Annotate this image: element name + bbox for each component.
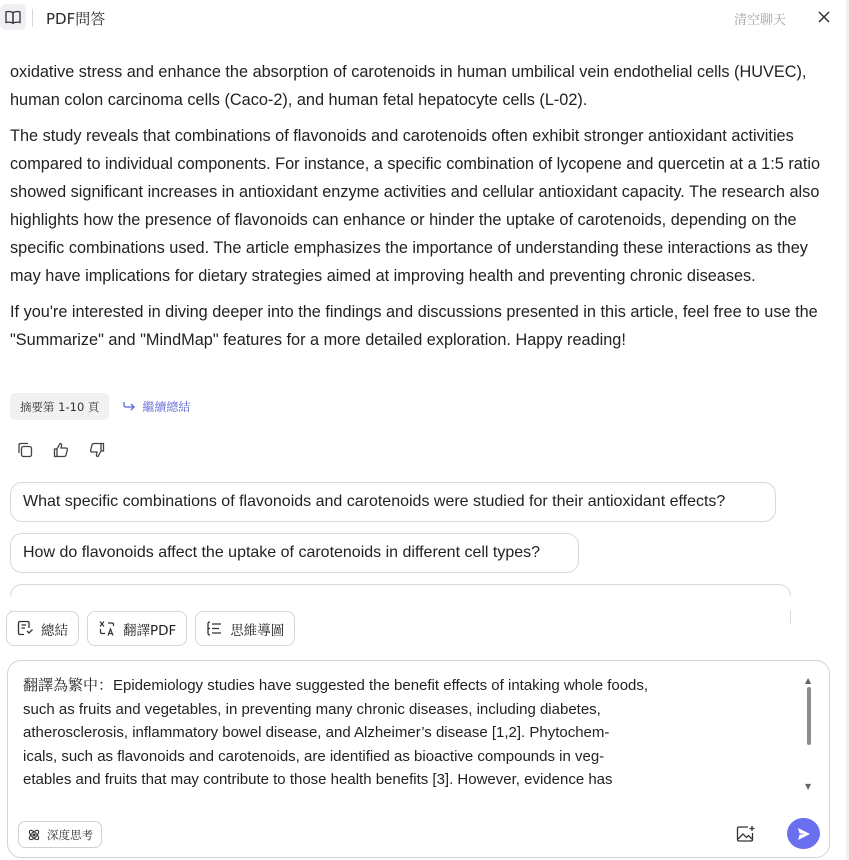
scroll-thumb[interactable] [807,687,811,745]
summarize-label: 總結 [41,622,68,639]
book-button[interactable] [0,4,26,30]
send-button[interactable] [787,818,820,849]
answer-paragraph: If you're interested in diving deeper into the findings and discussions presented in this article, feel free to use the "Summarize" and "MindMap" features for a more detailed exploration. Happy reading! [10,303,818,349]
deep-think-label: 深度思考 [47,827,93,842]
translate-icon [98,620,116,637]
message-input[interactable]: 翻譯為繁中：Epidemiology studies have suggested the benefit effects of intaking whole foods, such as fruits and vegetables, in preventing many chronic diseases, including diabetes, atherosclerosis, inflammatory bowel disease, and Alzheimer’s disease [1,2]. Phytochem- icals, such as flavonoids and carotenoids, are identified as bioactive compounds in veg- etables and fruits that may contribute to those health benefits [3]. However, evidence has [23,677,649,788]
answer-message [10,58,830,362]
scroll-down-arrow[interactable]: ▼ [805,782,812,791]
suggested-question[interactable]: How do flavonoids affect the uptake of carotenoids in different cell types? [10,533,579,573]
image-add-icon [736,825,756,843]
suggestions-fade [0,596,846,610]
atom-icon [27,828,41,842]
answer-paragraph: oxidative stress and enhance the absorption of carotenoids in human umbilical vein endothelial cells (HUVEC), human colon carcinoma cells (Caco-2), and human fetal hepatocyte cells (L-02). [10,63,807,109]
mindmap-label: 思維導圖 [230,622,285,639]
input-scrollbar[interactable] [805,677,813,791]
copy-button[interactable] [16,441,34,459]
mindmap-icon [206,620,223,637]
header-divider [32,9,33,27]
summary-pages-chip[interactable]: 摘要第 1-10 頁 [10,393,109,420]
summary-row [10,393,190,420]
mindmap-button[interactable] [195,611,295,646]
chat-input-box[interactable] [7,660,830,858]
suggested-question[interactable]: What specific combinations of flavonoids and carotenoids were studied for their antioxidant effects? [10,482,776,522]
message-actions [16,441,106,459]
translate-pdf-label: 翻譯PDF [123,622,177,639]
summarize-button[interactable] [6,611,79,646]
header-bar [0,0,849,36]
answer-paragraph: The study reveals that combinations of flavonoids and carotenoids often exhibit stronger antioxidant activities compared to individual components. For instance, a specific combination of lycopene and quercetin at a 1:5 ratio showed significant increases in antioxidant enzyme activities and cellular antioxidant capacity. The research also highlights how the presence of flavonoids can enhance or hinder the uptake of carotenoids, depending on the specific combinations used. The article emphasizes the importance of understanding these interactions as they may have implications for dietary strategies aimed at improving health and preventing chronic diseases. [10,127,821,285]
close-icon [818,11,830,23]
clear-chat-button[interactable]: 清空聊天 [734,13,787,28]
dislike-button[interactable] [88,441,106,459]
deep-think-toggle[interactable] [18,821,102,848]
thumbs-up-icon [53,442,69,458]
page-title: PDF問答 [46,10,106,28]
continue-summary-link[interactable] [123,398,190,415]
send-icon [797,827,811,841]
thumbs-down-icon [89,442,105,458]
tool-buttons [6,611,295,646]
like-button[interactable] [52,441,70,459]
summary-doc-icon [17,620,34,637]
upload-image-button[interactable] [735,823,757,845]
close-button[interactable] [815,8,833,26]
copy-icon [17,442,33,458]
continue-summary-label: 繼續總結 [142,400,191,414]
book-icon [5,10,21,24]
scroll-up-arrow[interactable]: ▲ [805,676,812,685]
translate-pdf-button[interactable] [87,611,187,646]
redirect-arrow-icon [123,401,136,412]
